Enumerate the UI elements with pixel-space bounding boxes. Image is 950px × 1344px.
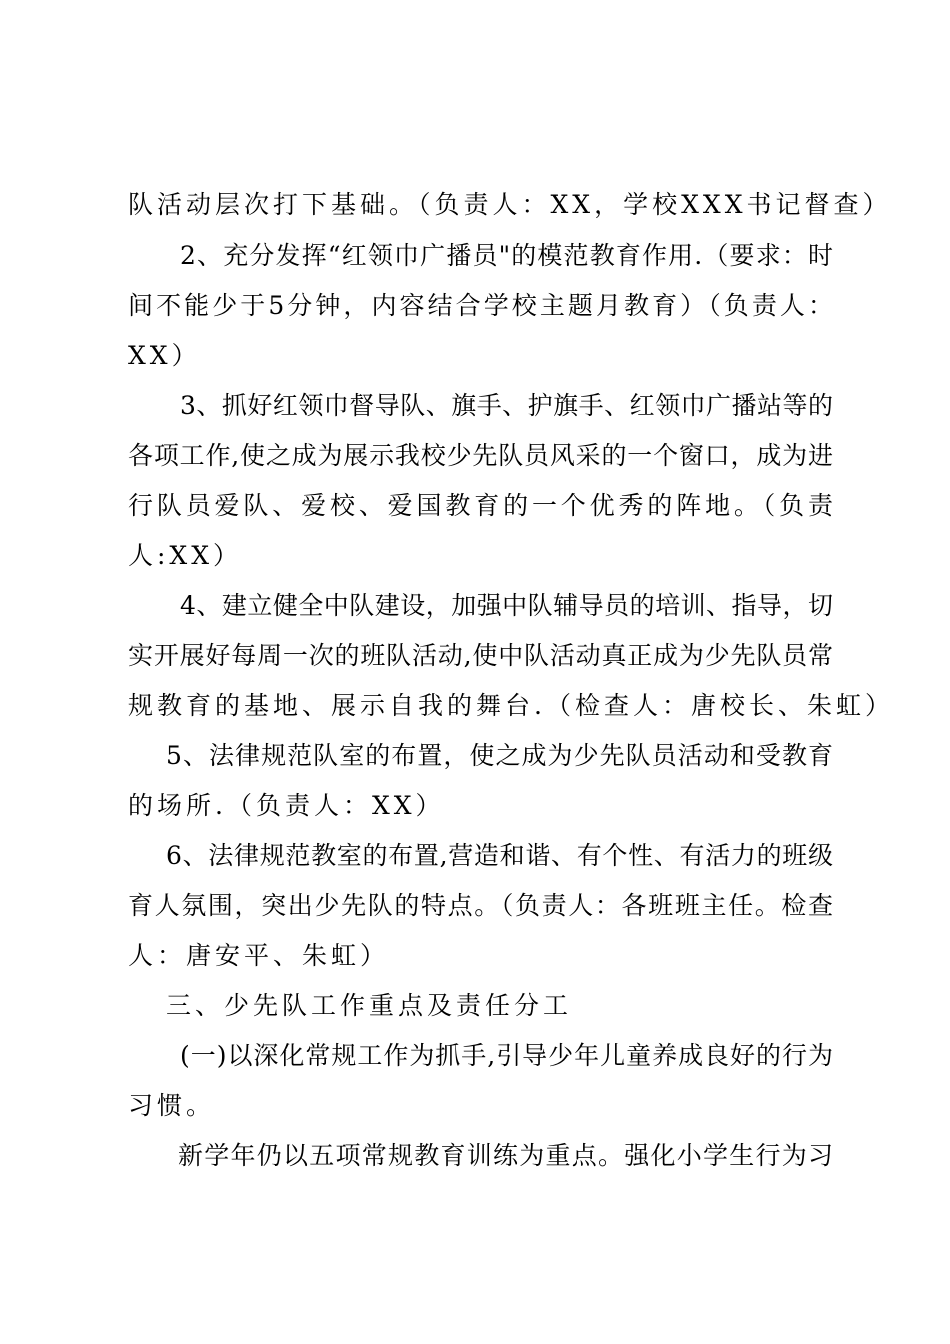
- item-6-line-3: 人：唐安平、朱虹）: [128, 941, 390, 970]
- item-3-line-2: 各项工作,使之成为展示我校少先队员风采的一个窗口，成为进: [128, 441, 833, 470]
- subsection-1-line-1: (一)以深化常规工作为抓手,引导少年儿童养成良好的行为: [180, 1041, 833, 1070]
- item-5-line-1: 5、法律规范队室的布置，使之成为少先队员活动和受教育: [166, 741, 833, 770]
- item-3-line-4: 人:XX）: [128, 541, 243, 570]
- item-4-line-1: 4、建立健全中队建设，加强中队辅导员的培训、指导，切: [180, 591, 833, 620]
- item-2-line-3: XX）: [128, 341, 201, 370]
- item-2-line-1: 2、充分发挥“红领巾广播员"的模范教育作用.（要求：时: [180, 241, 833, 270]
- item-3-line-3: 行队员爱队、爱校、爱国教育的一个优秀的阵地。（负责: [128, 491, 833, 520]
- item-6-line-1: 6、法律规范教室的布置,营造和谐、有个性、有活力的班级: [166, 841, 833, 870]
- paragraph-continuation-line: 队活动层次打下基础。（负责人：XX，学校XXX书记督查）: [128, 190, 892, 219]
- item-5-line-2: 的场所.（负责人：XX）: [128, 791, 445, 820]
- item-4-line-3: 规教育的基地、展示自我的舞台.（检查人：唐校长、朱虹）: [128, 691, 894, 720]
- item-6-line-2: 育人氛围，突出少先队的特点。（负责人：各班班主任。检查: [128, 891, 833, 920]
- item-2-line-2: 间不能少于5分钟，内容结合学校主题月教育）（负责人：: [128, 291, 833, 320]
- section-heading: 三、少先队工作重点及责任分工: [166, 991, 573, 1020]
- subsection-1-line-2: 习惯。: [128, 1091, 216, 1120]
- item-3-line-1: 3、抓好红领巾督导队、旗手、护旗手、红领巾广播站等的: [180, 391, 833, 420]
- paragraph-last-line: 新学年仍以五项常规教育训练为重点。强化小学生行为习: [178, 1141, 833, 1170]
- item-4-line-2: 实开展好每周一次的班队活动,使中队活动真正成为少先队员常: [128, 641, 833, 670]
